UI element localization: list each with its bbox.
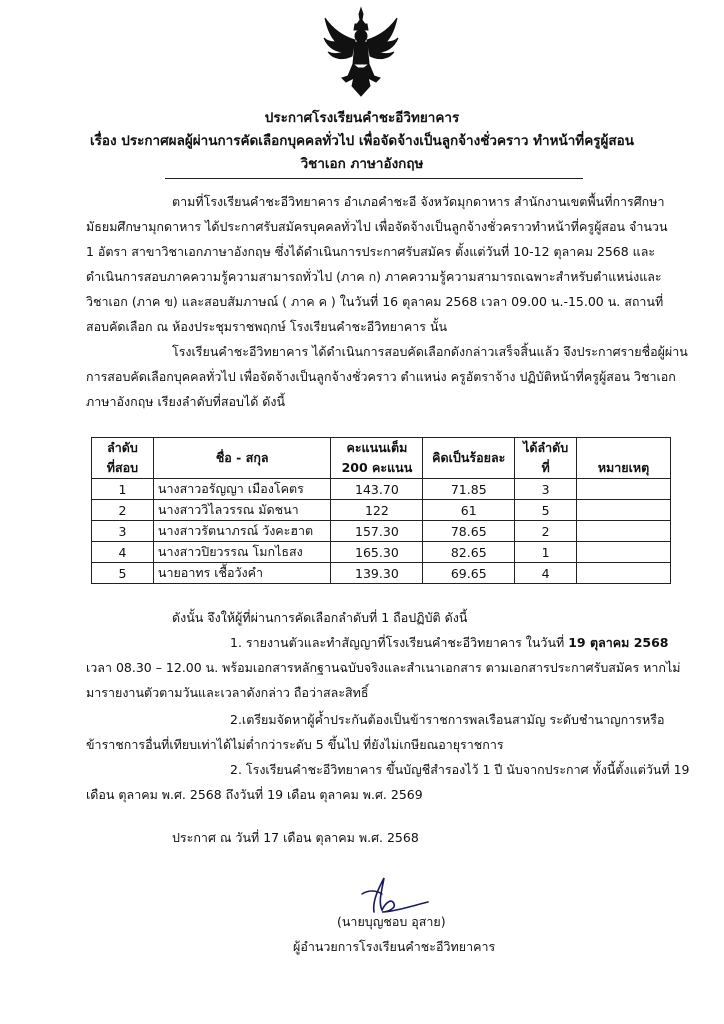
cell-name: นางสาวอรัญญา เมืองโคตร <box>153 479 331 500</box>
cell-name: นางสาวปิยวรรณ โมกไธสง <box>153 542 331 563</box>
document-subject-line-2: วิชาเอก ภาษาอังกฤษ <box>300 156 424 172</box>
cell-percent: 69.65 <box>423 563 515 584</box>
header-percent: คิดเป็นร้อยละ <box>423 438 515 479</box>
cell-percent: 71.85 <box>423 479 515 500</box>
cell-remark <box>577 479 671 500</box>
table-row <box>92 500 671 521</box>
table-row <box>92 521 671 542</box>
cell-rank: 2 <box>515 521 577 542</box>
cell-percent: 82.65 <box>423 542 515 563</box>
table-row <box>92 563 671 584</box>
conditions-intro: ดังนั้น จึงให้ผู้ที่ผ่านการคัดเลือกลำดับที่ 1 ถือปฏิบัติ ดังนี้ <box>172 610 468 625</box>
report-date: 19 ตุลาคม 2568 <box>568 635 669 650</box>
cell-score: 122 <box>331 500 423 521</box>
table-row <box>92 479 671 500</box>
cell-score: 165.30 <box>331 542 423 563</box>
condition-3-line-2: เดือน ตุลาคม พ.ศ. 2568 ถึงวันที่ 19 เดือน ตุลาคม พ.ศ. 2569 <box>86 787 423 802</box>
document-subject: เรื่อง ประกาศผลผู้ผ่านการคัดเลือกบุคคลทั่วไป เพื่อจัดจ้างเป็นลูกจ้างชั่วคราว ทำหน้าที่ครูผู้สอน <box>90 133 634 149</box>
cell-score: 139.30 <box>331 563 423 584</box>
cell-name: นายอาทร เชื้อวังคำ <box>153 563 331 584</box>
header-order: ลำดับ ที่สอบ <box>92 438 154 479</box>
header-name: ชื่อ - สกุล <box>153 438 331 479</box>
title-divider <box>165 178 583 179</box>
intro-line: 1 อัตรา สาขาวิชาเอกภาษาอังกฤษ ซึ่งได้ดำเนินการประกาศรับสมัคร ตั้งแต่วันที่ 10-12 ตุลาคม 2568 และ <box>86 244 656 259</box>
header-rank: ได้ลำดับที่ <box>515 438 577 479</box>
cell-rank: 5 <box>515 500 577 521</box>
table-header-row <box>92 438 671 479</box>
condition-3: 2. โรงเรียนคำชะอีวิทยาคาร ขึ้นบัญชีสำรองไว้ 1 ปี นับจากประกาศ ทั้งนี้ตั้งแต่วันที่ 19 <box>230 762 690 777</box>
signatory-name: (นายบุญชอบ อุสาย) <box>337 914 446 929</box>
announce-line: การสอบคัดเลือกบุคคลทั่วไป เพื่อจัดจ้างเป็นลูกจ้างชั่วคราว ตำแหน่ง ครูอัตราจ้าง ปฏิบัติหน้าที่ครูผู้สอน วิชาเอก <box>86 369 676 384</box>
signatory-position: ผู้อำนวยการโรงเรียนคำชะอีวิทยาคาร <box>293 939 496 954</box>
intro-line: สอบคัดเลือก ณ ห้องประชุมราชพฤกษ์ โรงเรียนคำชะอีวิทยาคาร นั้น <box>86 319 448 334</box>
condition-1-line-3: มารายงานตัวตามวันและเวลาดังกล่าว ถือว่าสละสิทธิ์ <box>86 685 369 700</box>
header-full-score: คะแนนเต็ม 200 คะแนน <box>331 438 423 479</box>
header-remark: หมายเหตุ <box>577 438 671 479</box>
announce-line: โรงเรียนคำชะอีวิทยาคาร ได้ดำเนินการสอบคัดเลือกดังกล่าวเสร็จสิ้นแล้ว จึงประกาศรายชื่อผู้ผ่าน <box>172 344 688 359</box>
cell-remark <box>577 563 671 584</box>
cell-remark <box>577 542 671 563</box>
intro-line: วิชาเอก (ภาค ข) และสอบสัมภาษณ์ ( ภาค ค ) ในวันที่ 16 ตุลาคม 2568 เวลา 09.00 น.-15.00 น. สถานที่ <box>86 294 664 309</box>
cell-rank: 3 <box>515 479 577 500</box>
results-table <box>91 437 671 584</box>
condition-1-line-2: เวลา 08.30 – 12.00 น. พร้อมเอกสารหลักฐานฉบับจริงและสำเนาเอกสาร ตามเอกสารประกาศรับสมัคร หากไม่ <box>86 660 681 675</box>
condition-2-line-2: ข้าราชการอื่นที่เทียบเท่าได้ไม่ต่ำกว่าระดับ 5 ขึ้นไป ที่ยังไม่เกษียณอายุราชการ <box>86 737 504 752</box>
intro-line: ดำเนินการสอบภาคความรู้ความสามารถทั่วไป (ภาค ก) ภาคความรู้ความสามารถเฉพาะสำหรับตำแหน่งและ <box>86 269 662 284</box>
cell-percent: 61 <box>423 500 515 521</box>
cell-score: 143.70 <box>331 479 423 500</box>
table-row <box>92 542 671 563</box>
cell-order: 3 <box>92 521 154 542</box>
condition-1: 1. รายงานตัวและทำสัญญาที่โรงเรียนคำชะอีวิทยาคาร ในวันที่ 19 ตุลาคม 2568 <box>230 635 669 650</box>
announce-line: ภาษาอังกฤษ เรียงลำดับที่สอบได้ ดังนี้ <box>86 394 286 409</box>
cell-score: 157.30 <box>331 521 423 542</box>
cell-order: 4 <box>92 542 154 563</box>
cell-remark <box>577 521 671 542</box>
cell-order: 5 <box>92 563 154 584</box>
cell-percent: 78.65 <box>423 521 515 542</box>
garuda-emblem-icon <box>322 6 400 98</box>
announced-date: ประกาศ ณ วันที่ 17 เดือน ตุลาคม พ.ศ. 2568 <box>172 830 419 845</box>
cell-rank: 4 <box>515 563 577 584</box>
cell-name: นางสาวรัตนาภรณ์ วังคะฮาต <box>153 521 331 542</box>
document-title: ประกาศโรงเรียนคำชะอีวิทยาคาร <box>264 110 460 126</box>
cell-order: 2 <box>92 500 154 521</box>
cell-remark <box>577 500 671 521</box>
cell-rank: 1 <box>515 542 577 563</box>
cell-name: นางสาววิไลวรรณ มัดชนา <box>153 500 331 521</box>
cell-order: 1 <box>92 479 154 500</box>
intro-line: มัธยมศึกษามุกดาหาร ได้ประกาศรับสมัครบุคคลทั่วไป เพื่อจัดจ้างเป็นลูกจ้างชั่วคราวทำหน้าที่ครูผู้สอน จำนวน <box>86 219 668 234</box>
intro-line: ตามที่โรงเรียนคำชะอีวิทยาคาร อำเภอคำชะอี จังหวัดมุกดาหาร สำนักงานเขตพื้นที่การศึกษา <box>172 194 665 209</box>
condition-2: 2.เตรียมจัดหาผู้ค้ำประกันต้องเป็นข้าราชการพลเรือนสามัญ ระดับชำนาญการหรือ <box>230 712 665 727</box>
